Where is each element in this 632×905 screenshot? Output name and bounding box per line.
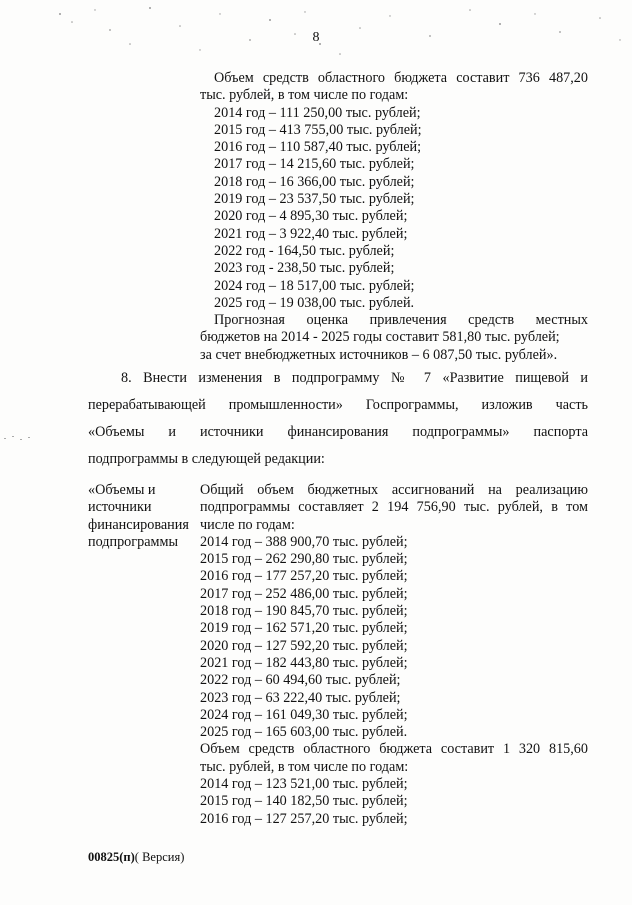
regional-budget-lead-cont: тыс. рублей, в том числе по годам: <box>200 87 409 104</box>
year-line: 2020 год – 4 895,30 тыс. рублей; <box>214 208 408 225</box>
year-line: 2021 год – 182 443,80 тыс. рублей; <box>200 654 408 671</box>
year-line: 2015 год – 413 755,00 тыс. рублей; <box>214 121 422 138</box>
year-line: 2024 год – 161 049,30 тыс. рублей; <box>200 706 408 723</box>
table-content-column <box>200 482 588 828</box>
document-version: ( Версия) <box>134 850 185 864</box>
year-line: 2017 год – 14 215,60 тыс. рублей; <box>214 156 415 173</box>
table-label-column <box>88 482 200 551</box>
table-label-line: источники <box>88 499 152 516</box>
year-line: 2014 год – 123 521,00 тыс. рублей; <box>200 776 408 793</box>
year-line: 2016 год – 177 257,20 тыс. рублей; <box>200 568 408 585</box>
regional-line: тыс. рублей, в том числе по годам: <box>200 758 409 775</box>
paragraph-line: 8. Внести изменения в подпрограмму № 7 «Развитие пищевой и <box>121 370 588 386</box>
year-line: 2019 год – 162 571,20 тыс. рублей; <box>200 620 408 637</box>
year-line: 2016 год – 127 257,20 тыс. рублей; <box>200 810 408 827</box>
year-line: 2022 год – 60 494,60 тыс. рублей; <box>200 672 401 689</box>
forecast-line: бюджетов на 2014 - 2025 годы составит 581,80 тыс. рублей; <box>200 329 560 346</box>
year-line: 2014 год – 111 250,00 тыс. рублей; <box>214 104 421 121</box>
regional-line: Объем средств областного бюджета составит 1 320 815,60 <box>200 741 588 758</box>
year-line: 2019 год – 23 537,50 тыс. рублей; <box>214 191 415 208</box>
year-line: 2021 год – 3 922,40 тыс. рублей; <box>214 225 408 242</box>
table-label-line: финансирования <box>88 516 189 533</box>
year-line: 2017 год – 252 486,00 тыс. рублей; <box>200 585 408 602</box>
scan-marks <box>0 430 40 450</box>
year-line: 2015 год – 140 182,50 тыс. рублей; <box>200 793 408 810</box>
year-line: 2023 год – 63 222,40 тыс. рублей; <box>200 689 401 706</box>
year-line: 2015 год – 262 290,80 тыс. рублей; <box>200 551 408 568</box>
forecast-line: Прогнозная оценка привлечения средств местных <box>214 312 588 329</box>
footer <box>88 850 184 865</box>
year-line: 2014 год – 388 900,70 тыс. рублей; <box>200 533 408 550</box>
regional-budget-block <box>200 70 588 364</box>
forecast-line: за счет внебюджетных источников – 6 087,50 тыс. рублей». <box>200 346 558 363</box>
paragraph-8 <box>88 365 588 473</box>
year-line: 2025 год – 19 038,00 тыс. рублей. <box>214 294 415 311</box>
total-line: числе по годам: <box>200 516 295 533</box>
total-line: Общий объем бюджетных ассигнований на реализацию <box>200 482 588 498</box>
year-line: 2025 год – 165 603,00 тыс. рублей. <box>200 724 408 741</box>
year-line: 2022 год - 164,50 тыс. рублей; <box>214 242 395 259</box>
page-number: 8 <box>312 30 320 45</box>
regional-budget-lead: Объем средств областного бюджета составит 736 487,20 <box>214 70 588 86</box>
paragraph-line: перерабатывающей промышленности» Госпрограммы, изложив часть <box>88 397 588 413</box>
total-line: подпрограммы составляет 2 194 756,90 тыс. рублей, в том <box>200 499 588 516</box>
paragraph-line: подпрограммы в следующей редакции: <box>88 451 325 467</box>
year-line: 2018 год – 16 366,00 тыс. рублей; <box>214 173 415 190</box>
document-code: 00825(п) <box>88 850 135 864</box>
table-label-line: «Объемы и <box>88 482 156 498</box>
year-line: 2016 год – 110 587,40 тыс. рублей; <box>214 139 422 156</box>
year-line: 2023 год - 238,50 тыс. рублей; <box>214 260 395 277</box>
year-line: 2018 год – 190 845,70 тыс. рублей; <box>200 603 408 620</box>
year-line: 2024 год – 18 517,00 тыс. рублей; <box>214 277 415 294</box>
table-label-line: подпрограммы <box>88 533 178 550</box>
paragraph-line: «Объемы и источники финансирования подпрограммы» паспорта <box>88 424 588 440</box>
year-line: 2020 год – 127 592,20 тыс. рублей; <box>200 637 408 654</box>
